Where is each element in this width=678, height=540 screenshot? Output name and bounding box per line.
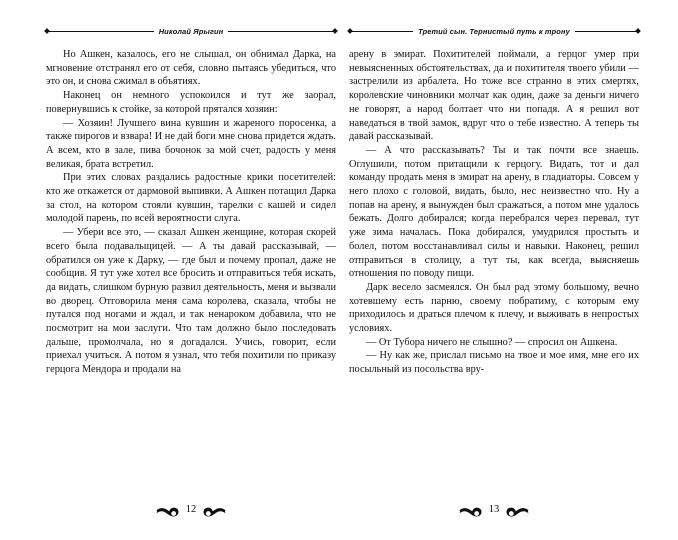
header-rule-left	[46, 31, 154, 32]
header-rule-left	[349, 31, 413, 32]
page-text-block-right	[349, 0, 639, 540]
page-number-left: 12	[185, 503, 197, 515]
page-number-right: 13	[488, 503, 500, 515]
swash-flourish-ornament-icon	[503, 504, 529, 520]
page-text-block-left	[46, 0, 336, 540]
running-header-right	[349, 24, 639, 38]
folio-right	[349, 502, 639, 522]
swash-flourish-ornament-icon	[459, 504, 485, 520]
paragraph: — Хозяин! Лучшего вина кувшин и жареного поросенка, а также пирогов и взвара! И не дай боги мне снова придется ждать. А всем, кто в зале, пива бочонок за мой счет, радость у меня великая, брата встретил.	[46, 117, 336, 170]
running-header-left	[46, 24, 336, 38]
paragraph: арену в эмират. Похитителей поймали, а герцог умер при невыясненных обстоятельствах, да и похитителя твоего убили — застрелили из арбалета. Но тоже все странно в этих смертях, королевские чиновники молчат как один, даже за деньги ничего не говорят, а народ болтает что ни попадя. А я решил вот наведаться в твой замок, вдруг что о тебе известно. А теперь ты давай рассказывай.	[349, 49, 639, 143]
folio-left	[46, 502, 336, 522]
header-rule-right	[228, 31, 336, 32]
paragraph: Дарк весело засмеялся. Он был рад этому большому, вечно хотевшему есть парню, своему побратиму, с которым ему приходилось и драться плечом к плечу, и выживать в непростых условиях.	[349, 281, 639, 335]
book-page-right	[339, 0, 678, 540]
header-rule-right	[575, 31, 639, 32]
paragraph: При этих словах раздались радостные крики посетителей: кто же откажется от дармовой выпивки. А Ашкен потащил Дарка за стол, на котором стояли кувшин, тарелки с кашей и сидел молодой парень, по всей вероятности слуга.	[46, 172, 336, 225]
paragraph: Наконец он немного успокоился и тут же заорал, повернувшись к стойке, за которой прятался хозяин:	[46, 90, 336, 115]
swash-flourish-ornament-icon	[156, 504, 182, 520]
swash-flourish-ornament-icon	[200, 504, 226, 520]
body-text-left	[46, 48, 336, 377]
paragraph: — Убери все это, — сказал Ашкен женщине, которая скорей всего была подавальщицей. — А ты давай рассказывай, — обратился он уже к Дарку, — где был и почему пропал, даже не сообщив. Я тут уже хотел все бросить и отправиться тебя искать, да видать, слишком бурную развил деятельность, меня и вызвали во дворец. Отговорила меня сама королева, сказала, чтобы не путался под ногами и ждал, и так ненароком добавила, что не посмотрит на мои заслуги. Что там должно было последовать дальше, промолчала, но я догадался. Учись, говорит, если приехал учиться. А потом я узнал, что тебя похитили по приказу герцога Мендора и продали на	[46, 227, 336, 376]
running-header-title-right: Третий сын. Тернистый путь к трону	[418, 26, 570, 36]
paragraph: Но Ашкен, казалось, его не слышал, он обнимал Дарка, на мгновение отстранял его от себя, словно пытаясь убедиться, что это он, и снова сжимал в объятиях.	[46, 49, 336, 88]
paragraph: — Ну как же, прислал письмо на твое и мое имя, мне его их посыльный из посольства вру-	[349, 350, 639, 376]
paragraph: — От Тубора ничего не слышно? — спросил он Ашкена.	[366, 336, 618, 348]
running-header-title-left: Николай Ярыгин	[158, 26, 224, 36]
body-text-right	[349, 48, 639, 377]
paragraph: — А что рассказывать? Ты и так почти все знаешь. Оглушили, потом притащили к герцогу. Видать, тот и дал команду продать меня в эмират на арену, в гладиаторы. Совсем у него плохо с головой, видать, было, нес неизвестно что. Ну а попав на арену, я вынужден был сражаться, а потом мне удалось бежать. Долго добирался; когда перебрался через перевал, тут уже зима началась. Пока добирался, умудрился простыть и болел, потом восстанавливал силы и навыки. Наконец, решил отправиться в столицу, а тут ты, как всегда, выясняешь отношения по поводу пищи.	[349, 144, 639, 280]
